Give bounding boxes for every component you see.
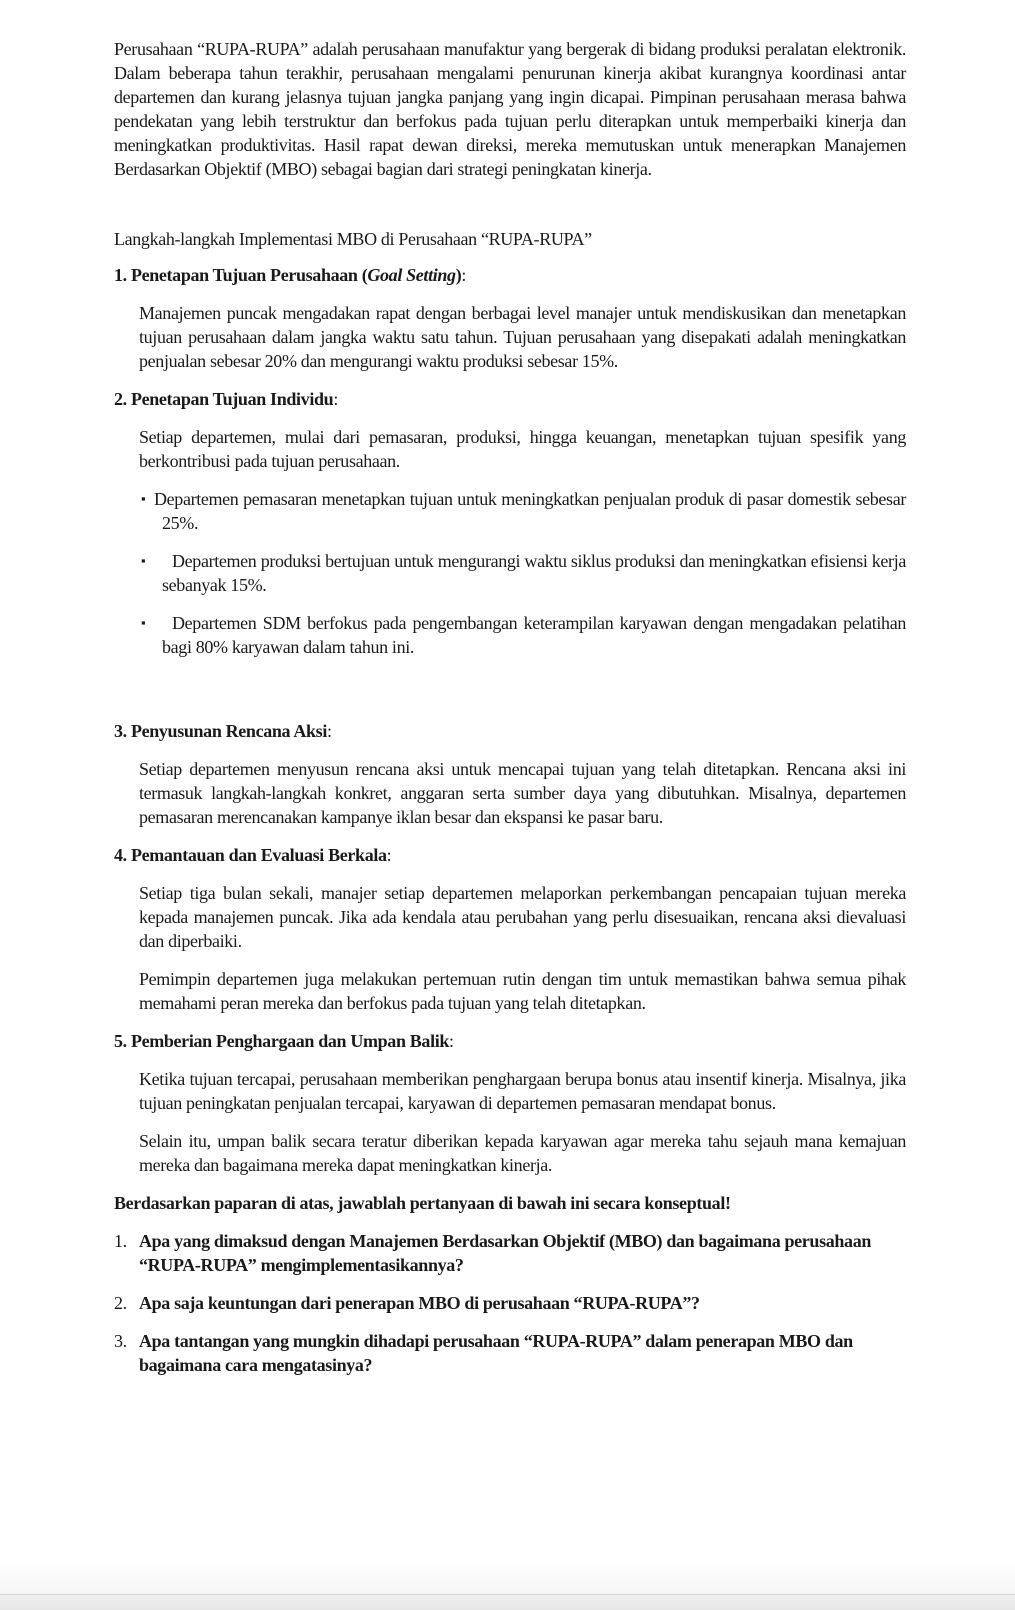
question-item: 1. Apa yang dimaksud dengan Manajemen Berdasarkan Objektif (MBO) dan bagaimana perusahaan “RUPA-RUPA” mengimplementasikannya? — [114, 1231, 872, 1275]
page-bottom-fade — [0, 1560, 1015, 1594]
bottom-scroll-bar[interactable] — [0, 1594, 1015, 1610]
question-item: 2. Apa saja keuntungan dari penerapan MBO di perusahaan “RUPA-RUPA”? — [114, 1293, 700, 1313]
question-number: 1. — [114, 1231, 127, 1251]
question-number: 3. — [114, 1331, 127, 1351]
step-4-paragraph: Setiap tiga bulan sekali, manajer setiap departemen melaporkan perkembangan pencapaian tujuan mereka kepada manajemen puncak. Jika ada kendala atau perubahan yang perlu disesuaikan, rencana aksi dievaluasi dan diperbaiki. — [139, 883, 906, 951]
bullet-item: ▪ Departemen pemasaran menetapkan tujuan untuk meningkatkan penjualan produk di pasar domestik sebesar 25%. — [141, 489, 906, 533]
step-2-title: 2. Penetapan Tujuan Individu: — [114, 389, 338, 409]
spacer — [114, 673, 906, 707]
question-item: 3. Apa tantangan yang mungkin dihadapi perusahaan “RUPA-RUPA” dalam penerapan MBO dan bagaimana cara mengatasinya? — [114, 1331, 853, 1375]
step-5-title: 5. Pemberian Penghargaan dan Umpan Balik: — [114, 1031, 454, 1051]
section-heading: Langkah-langkah Implementasi MBO di Perusahaan “RUPA-RUPA” — [114, 229, 592, 249]
step-1-title: 1. Penetapan Tujuan Perusahaan (Goal Setting): — [114, 265, 467, 285]
step-3-paragraph: Setiap departemen menyusun rencana aksi untuk mencapai tujuan yang telah ditetapkan. Rencana aksi ini termasuk langkah-langkah konkret, anggaran serta sumber daya yang dibutuhkan. Misalnya, departemen pemasaran merencanakan kampanye iklan besar dan ekspansi ke pasar baru. — [139, 759, 906, 827]
step-4-paragraph: Pemimpin departemen juga melakukan pertemuan rutin dengan tim untuk memastikan bahwa semua pihak memahami peran mereka dan berfokus pada tujuan yang telah ditetapkan. — [139, 969, 906, 1013]
step-2-paragraph: Setiap departemen, mulai dari pemasaran, produksi, hingga keuangan, menetapkan tujuan spesifik yang berkontribusi pada tujuan perusahaan. — [139, 427, 906, 471]
question-prompt: Berdasarkan paparan di atas, jawablah pertanyaan di bawah ini secara konseptual! — [114, 1193, 731, 1213]
step-1-title-italic: Goal Setting — [367, 265, 456, 285]
bullet-item: ▪ Departemen SDM berfokus pada pengembangan keterampilan karyawan dengan mengadakan pelatihan bagi 80% karyawan dalam tahun ini. — [141, 613, 906, 657]
step-4-title: 4. Pemantauan dan Evaluasi Berkala: — [114, 845, 392, 865]
bullet-square-icon: ▪ — [141, 491, 146, 506]
step-3-title: 3. Penyusunan Rencana Aksi: — [114, 721, 332, 741]
bullet-item: ▪ Departemen produksi bertujuan untuk mengurangi waktu siklus produksi dan meningkatkan efisiensi kerja sebanyak 15%. — [141, 551, 906, 595]
bullet-square-icon: ▪ — [141, 615, 146, 630]
step-5-paragraph: Ketika tujuan tercapai, perusahaan memberikan penghargaan berupa bonus atau insentif kinerja. Misalnya, jika tujuan peningkatan penjualan tercapai, karyawan di departemen pemasaran mendapat bonus. — [139, 1069, 906, 1113]
step-5-paragraph: Selain itu, umpan balik secara teratur diberikan kepada karyawan agar mereka tahu sejauh mana kemajuan mereka dan bagaimana mereka dapat meningkatkan kinerja. — [139, 1131, 906, 1175]
question-number: 2. — [114, 1293, 127, 1313]
document-page — [114, 37, 906, 1391]
step-1-paragraph: Manajemen puncak mengadakan rapat dengan berbagai level manajer untuk mendiskusikan dan menetapkan tujuan perusahaan dalam jangka waktu satu tahun. Tujuan perusahaan yang disepakati adalah meningkatkan penjualan sebesar 20% dan mengurangi waktu produksi sebesar 15%. — [139, 303, 906, 371]
intro-paragraph: Perusahaan “RUPA-RUPA” adalah perusahaan manufaktur yang bergerak di bidang produksi peralatan elektronik. Dalam beberapa tahun terakhir, perusahaan mengalami penurunan kinerja akibat kurangnya koordinasi antar departemen dan kurang jelasnya tujuan jangka panjang yang ingin dicapai. Pimpinan perusahaan merasa bahwa pendekatan yang lebih terstruktur dan berfokus pada tujuan perlu diterapkan untuk memperbaiki kinerja dan meningkatkan produktivitas. Hasil rapat dewan direksi, mereka memutuskan untuk menerapkan Manajemen Berdasarkan Objektif (MBO) sebagai bagian dari strategi peningkatan kinerja. — [114, 39, 906, 179]
bullet-square-icon: ▪ — [141, 553, 146, 568]
